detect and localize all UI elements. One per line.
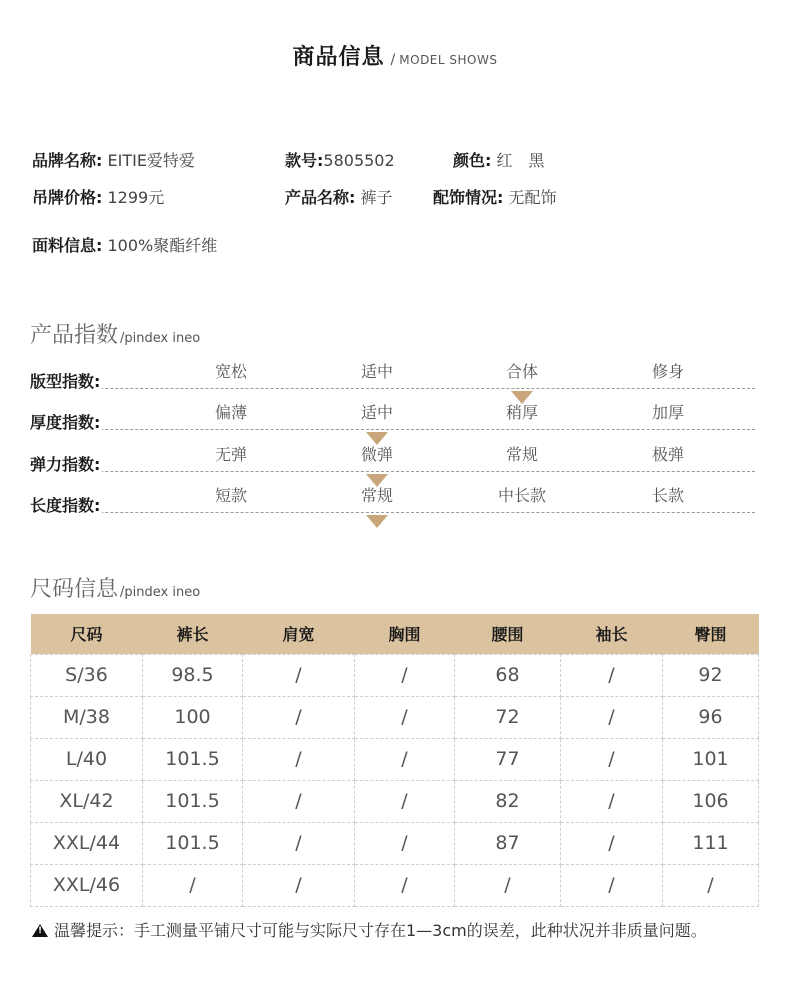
title-separator: / xyxy=(390,52,396,68)
size-table xyxy=(30,614,759,907)
table-cell: / xyxy=(243,654,355,696)
size-table-body xyxy=(31,654,759,906)
index-option: 偏薄 xyxy=(214,403,247,422)
table-cell: / xyxy=(243,822,355,864)
table-cell: / xyxy=(355,696,455,738)
brand-value: EITIE爱特爱 xyxy=(107,151,195,170)
table-row xyxy=(31,780,759,822)
fabric-info xyxy=(32,235,217,257)
index-section-subtitle: /pindex ineo xyxy=(120,331,201,346)
column-header: 袖长 xyxy=(561,614,663,654)
brand-label: 品牌名称: xyxy=(32,151,103,170)
notice-text: 温馨提示：手工测量平铺尺寸可能与实际尺寸存在1—3cm的误差，此种状况并非质量问题。 xyxy=(54,921,707,940)
page-subtitle: MODEL SHOWS xyxy=(399,53,498,67)
table-cell: / xyxy=(243,738,355,780)
index-row-label: 版型指数: xyxy=(30,369,102,392)
page-title: 商品信息 xyxy=(292,45,385,70)
table-cell: / xyxy=(355,738,455,780)
color-value: 红 黑 xyxy=(496,151,545,170)
index-option: 适中 xyxy=(360,362,393,381)
table-cell: XL/42 xyxy=(31,780,143,822)
index-option: 加厚 xyxy=(651,403,684,422)
table-cell: / xyxy=(355,822,455,864)
table-cell: L/40 xyxy=(31,738,143,780)
table-cell: 101.5 xyxy=(143,780,243,822)
index-row-label: 长度指数: xyxy=(30,493,102,516)
index-option: 宽松 xyxy=(214,362,247,381)
table-cell: 96 xyxy=(663,696,759,738)
fabric-label: 面料信息: xyxy=(32,236,103,255)
table-cell: 100 xyxy=(143,696,243,738)
index-row-label: 弹力指数: xyxy=(30,452,102,475)
table-cell: 101.5 xyxy=(143,822,243,864)
accessory-info xyxy=(433,187,557,209)
column-header: 臀围 xyxy=(663,614,759,654)
product-name-value: 裤子 xyxy=(360,188,393,207)
warning-icon xyxy=(32,924,48,937)
table-cell: / xyxy=(663,864,759,906)
style-no-value: 5805502 xyxy=(323,151,395,170)
brand-info xyxy=(32,150,195,172)
price-label: 吊牌价格: xyxy=(32,188,103,207)
table-cell: / xyxy=(143,864,243,906)
accessory-value: 无配饰 xyxy=(508,188,557,207)
table-cell: / xyxy=(561,780,663,822)
index-option: 适中 xyxy=(360,403,393,422)
index-option: 稍厚 xyxy=(505,403,538,422)
product-name-label: 产品名称: xyxy=(285,188,356,207)
size-section-subtitle: /pindex ineo xyxy=(120,585,201,600)
table-cell: 87 xyxy=(455,822,561,864)
accessory-label: 配饰情况: xyxy=(433,188,504,207)
table-row xyxy=(31,696,759,738)
index-row xyxy=(30,359,755,389)
index-option: 无弹 xyxy=(214,445,247,464)
table-cell: / xyxy=(243,864,355,906)
table-cell: 101.5 xyxy=(143,738,243,780)
column-header: 肩宽 xyxy=(243,614,355,654)
index-option: 修身 xyxy=(651,362,684,381)
style-no-info xyxy=(285,150,395,172)
table-cell: 98.5 xyxy=(143,654,243,696)
table-cell: / xyxy=(455,864,561,906)
table-cell: 82 xyxy=(455,780,561,822)
column-header: 裤长 xyxy=(143,614,243,654)
column-header: 尺码 xyxy=(31,614,143,654)
index-option: 中长款 xyxy=(497,486,546,505)
color-info xyxy=(453,150,545,172)
table-cell: 68 xyxy=(455,654,561,696)
notice xyxy=(32,920,707,942)
index-option: 合体 xyxy=(505,362,538,381)
product-name-info xyxy=(285,187,393,209)
index-section-title-text: 产品指数 xyxy=(30,323,119,348)
index-option: 常规 xyxy=(360,486,393,505)
size-section-title-text: 尺码信息 xyxy=(30,577,119,602)
price-value: 1299元 xyxy=(107,188,165,207)
index-option: 微弹 xyxy=(360,445,393,464)
price-info xyxy=(32,187,164,209)
index-row-label: 厚度指数: xyxy=(30,410,102,433)
size-section-title xyxy=(30,572,200,603)
index-option: 极弹 xyxy=(651,445,684,464)
index-option: 常规 xyxy=(505,445,538,464)
style-no-label: 款号: xyxy=(285,151,324,170)
selected-marker-icon xyxy=(366,515,388,528)
color-label: 颜色: xyxy=(453,151,492,170)
fabric-value: 100%聚酯纤维 xyxy=(107,236,218,255)
table-cell: / xyxy=(561,822,663,864)
table-cell: / xyxy=(561,654,663,696)
column-header: 腰围 xyxy=(455,614,561,654)
table-cell: / xyxy=(355,864,455,906)
table-cell: / xyxy=(561,738,663,780)
table-cell: / xyxy=(243,696,355,738)
table-cell: 72 xyxy=(455,696,561,738)
table-cell: / xyxy=(243,780,355,822)
index-section-title xyxy=(30,318,200,349)
table-cell: XXL/46 xyxy=(31,864,143,906)
index-row xyxy=(30,483,755,513)
table-cell: 111 xyxy=(663,822,759,864)
table-cell: / xyxy=(355,654,455,696)
column-header: 胸围 xyxy=(355,614,455,654)
table-cell: 77 xyxy=(455,738,561,780)
page-header xyxy=(0,40,790,71)
index-row xyxy=(30,442,755,472)
table-cell: S/36 xyxy=(31,654,143,696)
table-cell: 106 xyxy=(663,780,759,822)
table-row xyxy=(31,654,759,696)
table-row xyxy=(31,738,759,780)
size-table-header xyxy=(31,614,759,654)
index-row xyxy=(30,400,755,430)
index-option: 短款 xyxy=(214,486,247,505)
table-cell: / xyxy=(561,696,663,738)
table-cell: / xyxy=(561,864,663,906)
table-cell: XXL/44 xyxy=(31,822,143,864)
index-option: 长款 xyxy=(651,486,684,505)
table-cell: 101 xyxy=(663,738,759,780)
table-row xyxy=(31,864,759,906)
table-cell: / xyxy=(355,780,455,822)
table-cell: 92 xyxy=(663,654,759,696)
table-cell: M/38 xyxy=(31,696,143,738)
table-row xyxy=(31,822,759,864)
